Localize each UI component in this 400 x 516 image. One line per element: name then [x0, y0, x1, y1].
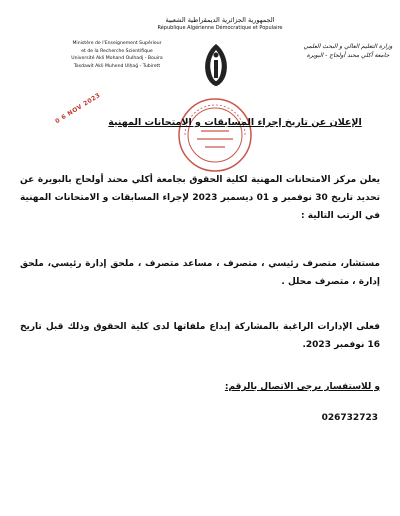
- republic-arabic-heading: الجمهورية الجزائرية الديمقراطية الشعبية: [165, 16, 275, 24]
- notice-paragraph-3: فعلى الإدارات الراغبة بالمشاركة إيداع ملفاتها لدى كلية الحقوق وذلك قبل تاريخ 16 نوفمبر 2023.: [20, 322, 380, 350]
- ministry-line: et de la Recherche Scientifique: [81, 48, 153, 54]
- republic-french-heading: République Algérienne Démocratique et Populaire: [157, 25, 283, 31]
- contact-label: و للاستفسار يرجى الاتصال بالرقم:: [224, 382, 380, 392]
- university-line: Université Akli Mohand Oulhadj - Bouira: [71, 56, 163, 61]
- notice-paragraph-1: يعلن مركز الامتحانات المهنية لكلية الحقوق بجامعة أكلي محند أولحاج بالبويرة عن تحديد تاريخ 30 نوفمبر و 01 ديسمبر 2023 لإجراء المسابقات و الامتحانات المهنية في الرتب التالية :: [20, 175, 381, 221]
- official-seal-icon: [175, 95, 255, 175]
- university-line: Tasdawit Akli Muhend Ulḥağ - Tubirett: [73, 63, 161, 69]
- university-line: جامعة أكلي محند أولحاج - البويرة: [306, 52, 390, 59]
- date-stamp: 0 6 NOV 2023: [54, 91, 102, 126]
- university-logo-icon: [196, 40, 236, 90]
- notice-paragraph-2: مستشار، متصرف رئيسي ، متصرف ، مساعد متصرف ، ملحق إدارة رئيسي، ملحق إدارة ، متصرف محلل .: [20, 259, 380, 287]
- contact-phone: 026732723: [321, 413, 378, 423]
- ministry-line: Ministère de l'Enseignement Supérieur: [72, 41, 162, 46]
- ministry-line: وزارة التعليم العالي و البحث العلمي: [303, 43, 393, 50]
- notice-title: الإعلان عن تاريخ إجراء المسابقات و الامتحانات المهنية: [108, 117, 362, 128]
- ministry-arabic-block: [300, 42, 396, 60]
- ministry-french-block: [62, 40, 172, 70]
